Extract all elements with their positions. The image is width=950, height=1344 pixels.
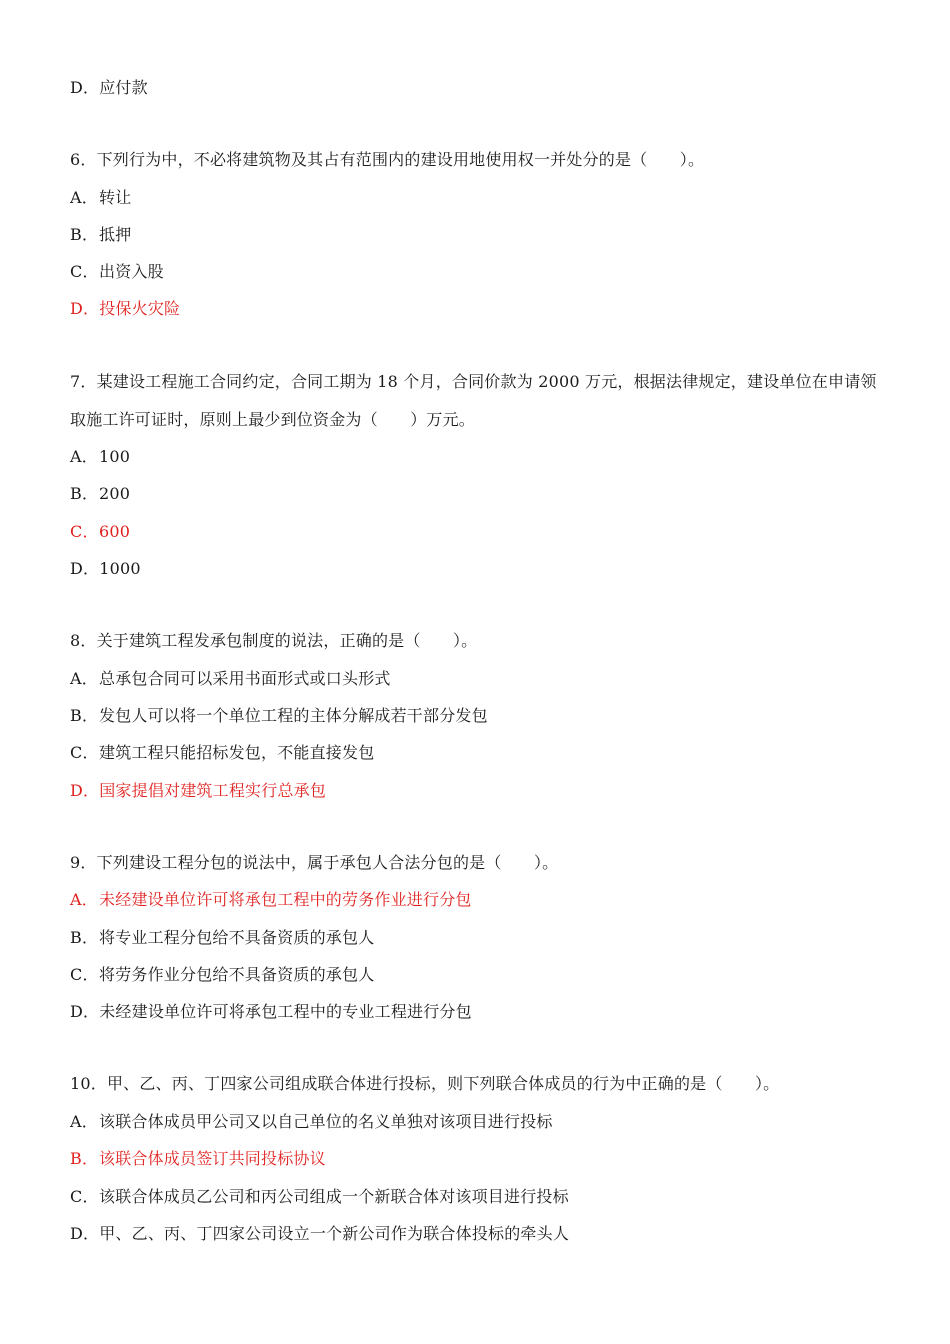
q9-option-b xyxy=(70,927,888,949)
option-text: 该联合体成员甲公司又以自己单位的名义单独对该项目进行投标 xyxy=(99,1112,553,1131)
option-text: 未经建设单位许可将承包工程中的劳务作业进行分包 xyxy=(99,890,472,909)
option-letter: D． xyxy=(70,1224,100,1243)
question-8-text: 8．关于建筑工程发承包制度的说法，正确的是（ ）。 xyxy=(70,631,478,650)
option-text: 未经建设单位许可将承包工程中的专业工程进行分包 xyxy=(99,1002,472,1021)
option-letter: D． xyxy=(70,299,100,318)
q10-option-b-correct xyxy=(70,1148,888,1170)
option-letter: B． xyxy=(70,706,99,725)
option-text: 将劳务作业分包给不具备资质的承包人 xyxy=(99,965,375,984)
option-letter: D． xyxy=(70,1002,100,1021)
question-6-text: 6．下列行为中，不必将建筑物及其占有范围内的建设用地使用权一并处分的是（ ）。 xyxy=(70,150,705,169)
option-text: 200 xyxy=(99,484,131,503)
option-d-prev xyxy=(70,77,888,99)
option-text: 600 xyxy=(99,522,131,541)
q6-option-a xyxy=(70,187,888,209)
question-9-text: 9．下列建设工程分包的说法中，属于承包人合法分包的是（ ）。 xyxy=(70,853,559,872)
option-letter: D． xyxy=(70,781,100,800)
q6-option-d-correct xyxy=(70,298,888,320)
option-letter: C． xyxy=(70,262,99,281)
option-letter: C． xyxy=(70,743,99,762)
question-7-text-line1: 7．某建设工程施工合同约定，合同工期为 18 个月，合同价款为 2000 万元，根据法律规定，建设单位在申请领 xyxy=(70,372,877,391)
q9-option-d xyxy=(70,1001,888,1023)
option-letter: B． xyxy=(70,928,99,947)
option-text: 将专业工程分包给不具备资质的承包人 xyxy=(99,928,375,947)
option-text: 甲、乙、丙、丁四家公司设立一个新公司作为联合体投标的牵头人 xyxy=(99,1224,570,1243)
question-7-text-line2: 取施工许可证时，原则上最少到位资金为（ ）万元。 xyxy=(70,410,476,429)
option-letter: B． xyxy=(70,484,99,503)
q10-option-d xyxy=(70,1223,888,1245)
question-10-text: 10．甲、乙、丙、丁四家公司组成联合体进行投标，则下列联合体成员的行为中正确的是（ ）。 xyxy=(70,1074,780,1093)
option-text: 国家提倡对建筑工程实行总承包 xyxy=(99,781,327,800)
option-text: 100 xyxy=(99,447,131,466)
option-letter: A． xyxy=(70,669,98,688)
option-letter: D． xyxy=(70,559,100,578)
option-text: 投保火灾险 xyxy=(99,299,181,318)
q6-option-b xyxy=(70,224,888,246)
option-letter: B． xyxy=(70,225,99,244)
q7-option-c-correct xyxy=(70,521,888,543)
option-text: 该联合体成员签订共同投标协议 xyxy=(99,1149,326,1168)
option-letter: C． xyxy=(70,965,99,984)
option-text: 该联合体成员乙公司和丙公司组成一个新联合体对该项目进行投标 xyxy=(99,1187,569,1206)
option-letter: A． xyxy=(70,188,98,207)
option-text: 出资入股 xyxy=(99,262,164,281)
option-text: 抵押 xyxy=(99,225,132,244)
option-letter: A． xyxy=(70,1112,98,1131)
q6-option-c xyxy=(70,261,888,283)
option-text: 总承包合同可以采用书面形式或口头形式 xyxy=(99,669,391,688)
option-letter: C． xyxy=(70,1187,99,1206)
option-letter: B． xyxy=(70,1149,99,1168)
q8-option-d-correct xyxy=(70,780,888,802)
option-letter: D． xyxy=(70,78,100,97)
q7-option-b xyxy=(70,483,888,505)
option-text: 1000 xyxy=(99,559,141,578)
option-text: 应付款 xyxy=(99,78,148,97)
option-text: 建筑工程只能招标发包，不能直接发包 xyxy=(99,743,375,762)
option-text: 发包人可以将一个单位工程的主体分解成若干部分发包 xyxy=(99,706,488,725)
q10-option-a xyxy=(70,1111,888,1133)
q7-option-a xyxy=(70,446,888,468)
option-text: 转让 xyxy=(99,188,132,207)
q7-option-d xyxy=(70,558,888,580)
q9-option-c xyxy=(70,964,888,986)
q9-option-a-correct xyxy=(70,889,888,911)
q8-option-c xyxy=(70,742,888,764)
q10-option-c xyxy=(70,1186,888,1208)
q8-option-a xyxy=(70,668,888,690)
option-letter: A． xyxy=(70,447,98,466)
option-letter: A． xyxy=(70,890,98,909)
option-letter: C． xyxy=(70,522,99,541)
q8-option-b xyxy=(70,705,888,727)
